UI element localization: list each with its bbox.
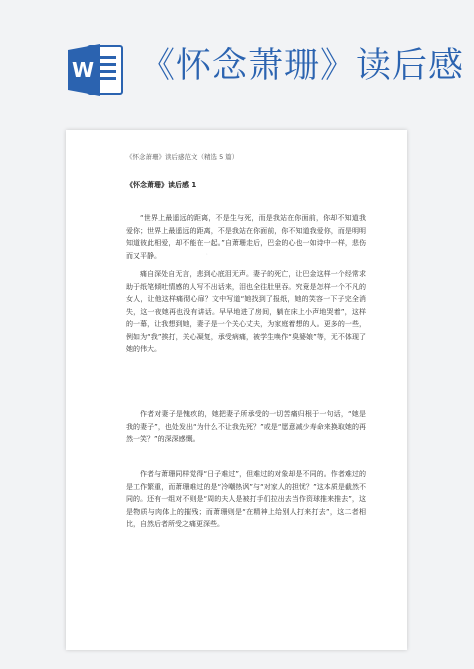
document-header: 《怀念萧珊》读后感范文（精选 5 篇） [126, 153, 239, 161]
paragraph-2: 痛自深处自无言，悲到心底泪无声。妻子的死亡，让巴金这样一个经常求助于纸笔倾吐情感的人写不出话来，泪也全往肚里吞。究竟是怎样一个不凡的女人，让他这样痛彻心扉？文中写道“她找到了报纸，她的笑容一下子完全消失，这一夜她再也没有讲话。早早地进了房间，躺在床上小声地哭着”，这样的一幕，让我想到她，妻子是一个关心丈夫，为家庭着想的人。更多的一些，例如为“我”挨打，关心凝复，承受病痛，被学生唤作“臭婆娘”等，无不体现了她的伟大。 [126, 270, 366, 353]
paragraph-4: 作者与萧珊同样觉得“日子难过”，但难过的对象却是不同的。作者难过的是工作繁重，而萧珊难过的是“冷嘲热讽”与“对家人的担忧？”这本质是截然不同的。还有一组对不则是“周的夫人是被打手们拉出去当作资球推来推去”，这是物质与肉体上的摧残；而萧珊则是“在精神上给别人打来打去”，这二者相比，自然后者所受之痛更深些。 [126, 470, 366, 528]
banner [0, 0, 474, 112]
watermark: · [203, 250, 212, 260]
document-page [66, 130, 407, 650]
document-heading: 《怀念萧珊》读后感 1 [126, 181, 197, 189]
banner-title: 《怀念萧珊》读后感 [140, 46, 465, 86]
word-doc-icon [66, 40, 126, 100]
word-letter: W [71, 58, 95, 82]
paragraph-3: 作者对妻子是愧疚的，她把妻子所承受的一切苦痛归根于一句话，“她是我的妻子”，也处发出“为什么不让我先死？”或是“愿意减少寿命来换取她的再然一笑？”的深深感慨。 [126, 410, 366, 443]
paragraph-1: “世界上最遥远的距离，不是生与死，而是我站在你面前，你却不知道我爱你；世界上最遥远的距离，不是我站在你面前，你不知道我爱你，而是明明知道彼此相爱，却不能在一起。”自萧珊走后，巴金的心也一如诗中一样，悲伤而又平静。 [126, 214, 366, 260]
